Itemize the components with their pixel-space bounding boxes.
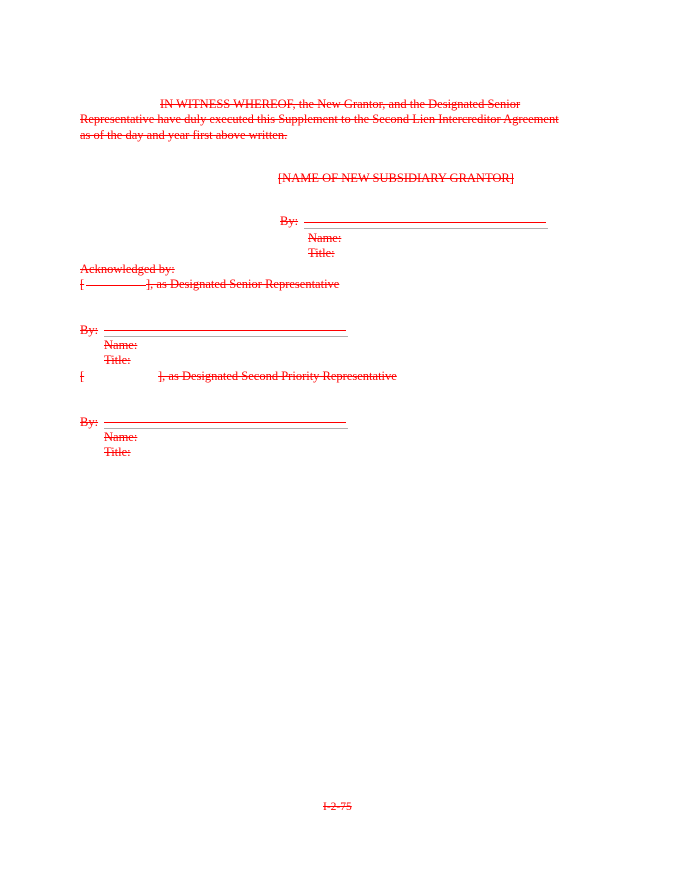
- grantor-title-label: Title:: [308, 246, 335, 260]
- grantor-signature-line-underline: [304, 228, 548, 229]
- acknowledged-heading: Acknowledged by:: [80, 262, 175, 276]
- second-title-label: Title:: [104, 445, 131, 459]
- second-priority-representative-label: ], as Designated Second Priority Representative: [158, 369, 397, 383]
- second-signature-line: [104, 422, 346, 423]
- grantor-signature-line: [304, 222, 546, 223]
- senior-signature-line-underline: [104, 336, 348, 337]
- senior-blank-strike: [86, 285, 146, 286]
- senior-name-label: Name:: [104, 338, 138, 352]
- senior-representative-label: ], as Designated Senior Representative: [146, 277, 340, 291]
- grantor-by-label: By:: [280, 214, 299, 228]
- second-priority-bracket-open: [: [80, 369, 85, 383]
- grantor-name-label: Name:: [308, 231, 342, 245]
- second-name-label: Name:: [104, 430, 138, 444]
- grantor-name: [NAME OF NEW SUBSIDIARY GRANTOR]: [278, 171, 514, 185]
- witness-line-3: as of the day and year first above written.: [80, 128, 288, 142]
- page-number: I-2-75: [323, 801, 352, 813]
- senior-title-label: Title:: [104, 353, 131, 367]
- second-signature-line-underline: [104, 428, 348, 429]
- senior-signature-line: [104, 330, 346, 331]
- witness-line-2: Representative have duly executed this Supplement to the Second Lien Intercreditor Agreement: [80, 112, 559, 126]
- senior-by-label: By:: [80, 323, 99, 337]
- witness-line-1: IN WITNESS WHEREOF, the New Grantor, and the Designated Senior: [160, 97, 521, 111]
- senior-bracket-open: [: [80, 277, 85, 291]
- second-by-label: By:: [80, 415, 99, 429]
